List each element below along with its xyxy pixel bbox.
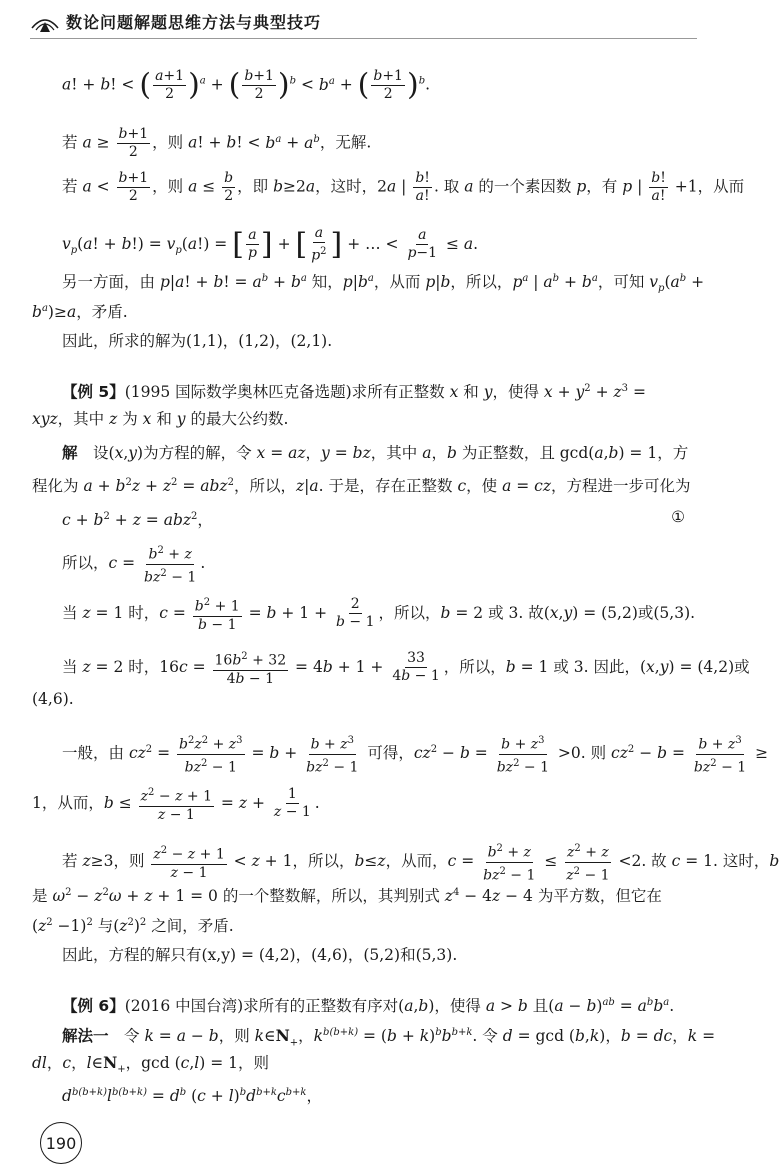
solution-line-5: 当 z = 1 时，c = $\frac{b^2 + 1}{b - 1}$ = b + 1 + $\frac{2}{b - 1}$ ，所以，b = 2 或 3. 故(x,y) = (5,2)或(5,3).: [62, 594, 695, 634]
running-header: [30, 8, 321, 34]
text-line-1: a! + b! < ( $\frac{a+1}{2}$ )$^a$ + ( $\frac{b+1}{2}$ )$^b < b^a$ + ( $\frac{b+1}{2}$ )$^b$.: [62, 67, 431, 103]
book-title: 数论问题解题思维方法与典型技巧: [66, 12, 322, 32]
text-line-5: 另一方面，由 p|a! + b! = $a^b + b^a$ 知，$p|b^a$，从而 p|b，所以，$p^a$ | $a^b + b^a$，可知 $v_p(a^b$ +: [62, 273, 705, 295]
solution-line-10: 若 z≥3，则 $\frac{z^2 - z + 1}{z - 1}$ < z + 1，所以，b≤z，从而，c = $\frac{b^2 + z}{bz^2 - 1}$ ≤ $\frac{z^2 + z}{z^2 - 1}$ <2. 故 c = 1. 这时，b: [62, 840, 779, 884]
solution-line-2: 程化为 $a + b^2z + z^2 = abz^2$，所以，z|a. 于是，存在正整数 c，使 a = cz，方程进一步可化为: [32, 477, 691, 496]
solution-line-13: 因此，方程的解只有(x,y) = (4,2)，(4,6)，(5,2)和(5,3).: [62, 946, 458, 964]
solution-line-4: 所以，c = $\frac{b^2 + z}{bz^2 - 1}$ .: [62, 542, 205, 586]
solution-line-8: 一般，由 $cz^2$ = $\frac{b^2z^2 + z^3}{bz^2 - 1}$ = b + $\frac{b + z^3}{bz^2 - 1}$ 可得，$cz^2 - b$ = $\frac{b + z^3}{bz^2 - 1}$ >0. 则 $cz^2 - b$ = $\frac{b + z^3}{bz^2 - 1}$ ≥: [62, 732, 768, 776]
text-line-3: 若 a < $\frac{b+1}{2}$ ，则 a ≤ $\frac{b}{2}$ ，即 b≥2a，这时，2a | $\frac{b!}{a!}$ . 取 a 的一个素因数 p，有 p | $\frac{b!}{a!}$ +1，从而: [62, 170, 745, 204]
solution-line-3: $c + b^2 + z = abz^2$，: [62, 511, 213, 530]
example-6-statement: 【例 6】(2016 中国台湾)求所有的正整数有序对(a,b)，使得 a > b 且$(a - b)^{ab} = a^bb^a$.: [62, 997, 675, 1016]
example-5-statement: 【例 5】(1995 国际数学奥林匹克备选题)求所有正整数 x 和 y，使得 $x + y^2 + z^3$ =: [62, 383, 646, 402]
example-6-label: 【例 6】: [62, 997, 125, 1016]
header-divider: [30, 38, 697, 39]
solution-line-9: 1，从而，b ≤ $\frac{z^2 - z + 1}{z - 1}$ = z + $\frac{1}{z - 1}$ .: [32, 784, 320, 824]
example-5-statement-2: xyz，其中 z 为 x 和 y 的最大公约数.: [32, 410, 289, 428]
text-line-6: $b^a)\ge a$，矛盾.: [32, 303, 128, 322]
text-line-7: 因此，所求的解为(1,1)，(1,2)，(2,1).: [62, 332, 333, 350]
solution-line-12: $(z^2 -1)^2$ 与$(z^2)^2$ 之间，矛盾.: [32, 917, 234, 936]
solution-line-11: 是 $\omega^2 - z^2\omega + z + 1 = 0$ 的一个整数解，所以，其判别式 $z^4 - 4z - 4$ 为平方数，但它在: [32, 887, 662, 906]
solution-line-7: (4,6).: [32, 690, 74, 708]
method-1-line-2: dl，c，$l\in N_+$，gcd (c,l) = 1，则: [32, 1053, 269, 1076]
solution-line-6: 当 z = 2 时，16c = $\frac{16b^2 + 32}{4b - 1}$ = 4b + 1 + $\frac{33}{4b - 1}$ ，所以，b = 1 或 3. 因此，(x,y) = (4,2)或: [62, 648, 750, 688]
book-logo-icon: [30, 8, 60, 34]
method-1-line-1: 解法一 令 k = a − b，则 $k\in N_+$，$k^{b(b+k)} = (b + k)^bb^{b+k}$. 令 d = gcd (b,k)，b = dc，k =: [62, 1026, 716, 1049]
solution-line-1: 解 设(x,y)为方程的解，令 x = az，y = bz，其中 a，b 为正整数，且 gcd(a,b) = 1，方: [62, 444, 689, 462]
method-1-line-3: $d^{b(b+k)}l^{b(b+k)} = d^b$ $(c + l)^bd^{b+k}c^{b+k}$，: [62, 1087, 322, 1106]
text-line-2: 若 a ≥ $\frac{b+1}{2}$ ，则 a! + b! < $b^a + a^b$，无解.: [62, 126, 372, 160]
method-1-label: 解法一: [62, 1027, 109, 1046]
page-number: 190: [40, 1122, 82, 1164]
equation-number-1: ①: [671, 508, 685, 526]
solution-label: 解: [62, 444, 78, 462]
example-5-label: 【例 5】: [62, 383, 125, 402]
text-line-4: $v_p(a$! + $b!) = v_p(a!)$ = [ $\frac{a}{p}$ ] + [ $\frac{a}{p^2}$ ] + … < $\frac{a}{p-1}$ ≤ a.: [62, 225, 479, 264]
